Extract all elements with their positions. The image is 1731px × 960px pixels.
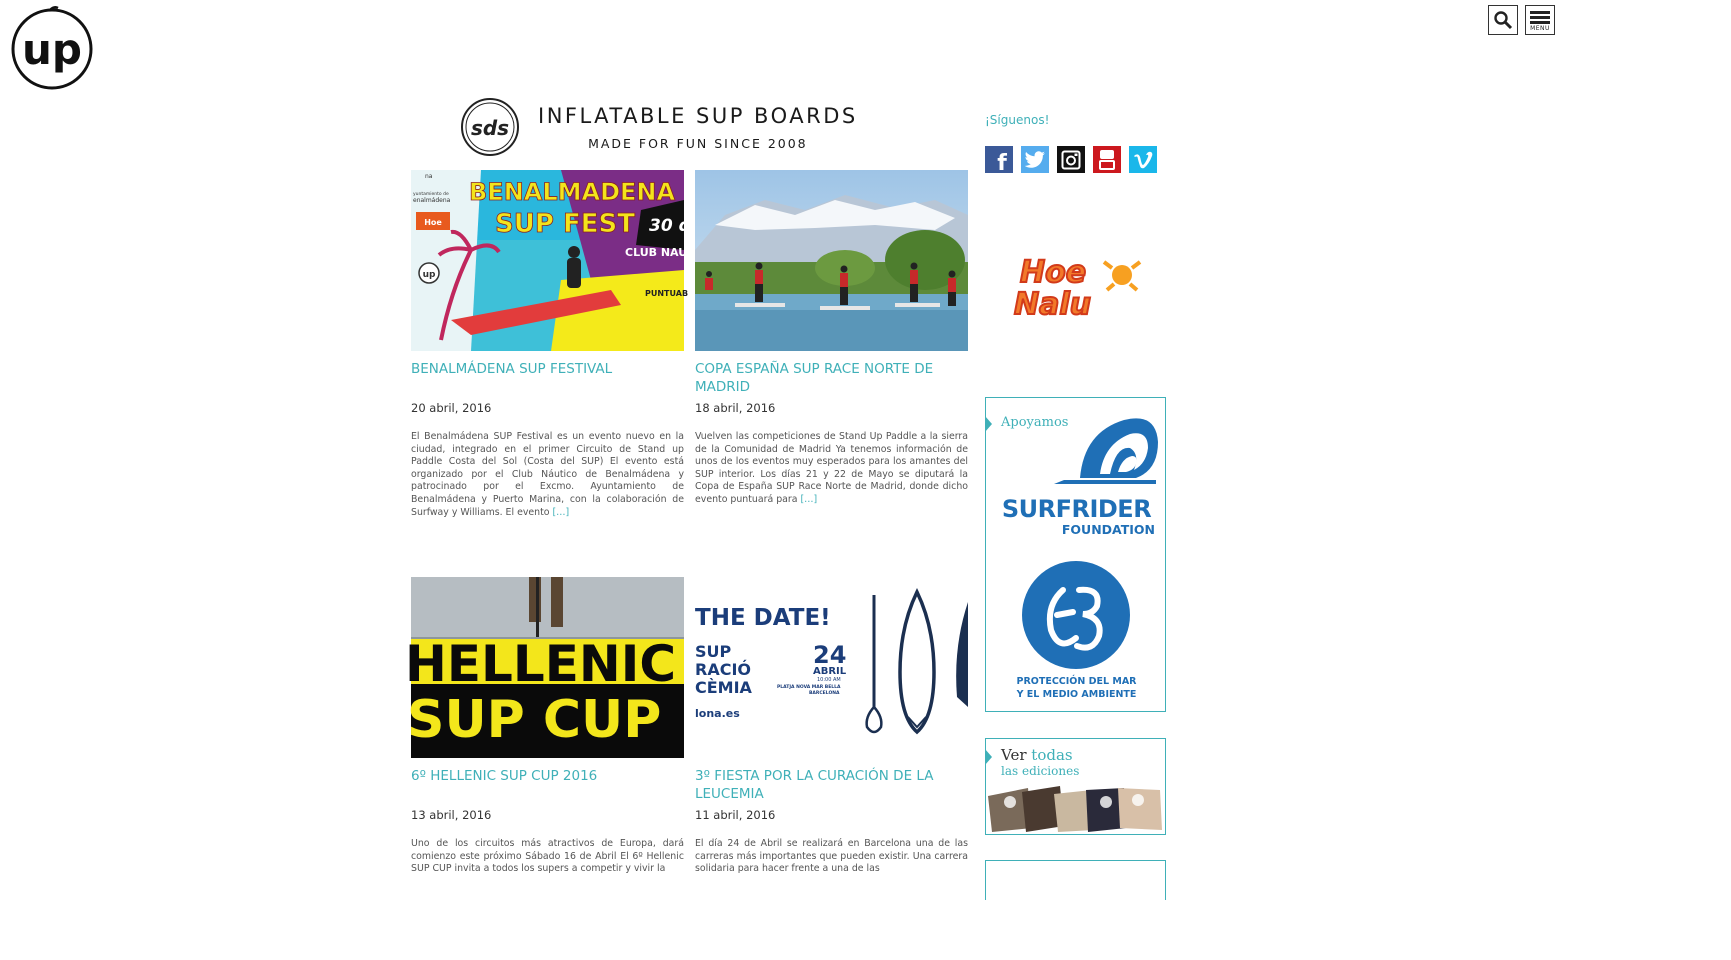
post-date: 11 abril, 2016: [695, 808, 776, 822]
svg-text:SUP CUP: SUP CUP: [407, 690, 662, 750]
surfrider-foundation: FOUNDATION: [1061, 522, 1155, 537]
facebook-icon[interactable]: [985, 146, 1013, 176]
svg-text:THE DATE!: THE DATE!: [695, 605, 831, 631]
hoe-nalu-logo[interactable]: [1012, 250, 1142, 322]
editions-subtitle: las ediciones: [1001, 764, 1080, 778]
hamburger-icon: [1530, 11, 1550, 24]
svg-text:HELLENIC: HELLENIC: [405, 635, 677, 693]
post-excerpt: El día 24 de Abril se realizará en Barcelona una de las carreras más importantes que pueden existir. Una carrera solidaria para hacer frente a una de las: [695, 838, 968, 875]
post-card: [411, 170, 691, 518]
search-button[interactable]: [1488, 5, 1518, 35]
youtube-icon[interactable]: [1093, 146, 1121, 173]
svg-text:up: up: [422, 270, 436, 280]
svg-text:BENALMADENA: BENALMADENA: [469, 178, 676, 206]
post-date: 18 abril, 2016: [695, 401, 776, 415]
svg-text:up: up: [22, 25, 82, 74]
svg-text:yuntamiento de: yuntamiento de: [413, 192, 449, 197]
post-date: 13 abril, 2016: [411, 808, 492, 822]
svg-text:lona.es: lona.es: [695, 707, 740, 720]
support-banner[interactable]: [985, 397, 1166, 712]
site-logo[interactable]: [10, 4, 94, 90]
e3-caption: PROTECCIÓN DEL MAR Y EL MEDIO AMBIENTE: [1016, 676, 1137, 700]
surfrider-wave-logo: [1044, 412, 1160, 492]
svg-text:Nalu: Nalu: [1014, 287, 1091, 322]
menu-button[interactable]: [1525, 5, 1555, 35]
svg-text:SUP: SUP: [695, 642, 732, 661]
svg-text:sds: sds: [470, 116, 510, 140]
banner-title: INFLATABLE SUP BOARDS: [538, 103, 858, 128]
social-links: [985, 146, 1157, 176]
svg-text:CLUB NAU: CLUB NAU: [625, 246, 688, 259]
menu-label: MENU: [1530, 25, 1550, 32]
post-card: [405, 577, 684, 875]
sds-banner[interactable]: [460, 96, 920, 158]
sidebar-banner[interactable]: [985, 860, 1166, 900]
surfrider-name: SURFRIDER: [1001, 495, 1152, 523]
svg-text:BARCELONA: BARCELONA: [809, 691, 840, 696]
read-more-link[interactable]: […]: [800, 493, 818, 505]
read-more-link[interactable]: […]: [552, 506, 570, 518]
post-title-link[interactable]: COPA ESPAÑA SUP RACE NORTE DE MADRID: [695, 361, 934, 395]
svg-text:f: f: [997, 151, 1007, 176]
svg-text:10:00 AM: 10:00 AM: [817, 677, 841, 683]
post-card: [695, 170, 968, 505]
svg-text:PUNTUAB: PUNTUAB: [645, 289, 689, 298]
post-thumbnail[interactable]: [411, 170, 691, 351]
post-excerpt: El Benalmádena SUP Festival es un evento nuevo en la ciudad, integrado en el primer Circuito de Stand up Paddle Costa del Sol (Costa del SUP) El evento está organizado por el Club Náutico de Benalmádena y patrocinado por el Excmo. Ayuntamiento de Benalmádena y Puerto Marina, con la colaboración de Surfway y Williams. El evento […]: [411, 431, 684, 518]
post-title-link[interactable]: 6º HELLENIC SUP CUP 2016: [411, 768, 598, 784]
post-title-link[interactable]: 3º FIESTA POR LA CURACIÓN DE LA LEUCEMIA: [695, 768, 934, 802]
svg-text:SUP FEST: SUP FEST: [495, 209, 635, 239]
magazine-covers: [988, 784, 1164, 834]
post-card: [695, 577, 968, 875]
e3-logo: [1021, 560, 1131, 670]
svg-text:Hoe: Hoe: [424, 218, 442, 227]
post-thumbnail[interactable]: [695, 170, 968, 351]
sds-logo: [460, 97, 520, 157]
top-controls: [1488, 5, 1555, 35]
banner-subtitle: MADE FOR FUN SINCE 2008: [588, 135, 808, 151]
svg-text:ABRIL: ABRIL: [813, 666, 847, 677]
svg-text:CÈMIA: CÈMIA: [695, 678, 752, 697]
vimeo-icon[interactable]: [1129, 146, 1157, 173]
box-tab-marker: [985, 416, 992, 432]
post-thumbnail[interactable]: [695, 577, 968, 758]
all-editions-banner[interactable]: [985, 738, 1166, 835]
twitter-icon[interactable]: [1021, 146, 1049, 173]
svg-text:na: na: [425, 173, 433, 180]
svg-text:24: 24: [813, 641, 847, 669]
post-title-link[interactable]: BENALMÁDENA SUP FESTIVAL: [411, 361, 613, 377]
box-tab-marker: [985, 749, 992, 765]
support-label: Apoyamos: [1001, 415, 1069, 430]
svg-text:30 d: 30 d: [649, 216, 691, 236]
svg-text:RACIÓ: RACIÓ: [695, 660, 751, 679]
post-thumbnail[interactable]: [405, 577, 684, 758]
follow-us-label: ¡Síguenos!: [985, 113, 1050, 127]
instagram-icon[interactable]: [1057, 146, 1085, 173]
post-excerpt: Uno de los circuitos más atractivos de Europa, dará comienzo este próximo Sábado 16 de Abril El 6º Hellenic SUP CUP invita a todos los supers a competir y vivir la: [411, 838, 684, 875]
post-date: 20 abril, 2016: [411, 401, 492, 415]
post-excerpt: Vuelven las competiciones de Stand Up Paddle a la sierra de la Comunidad de Madrid Ya tenemos información de unos de los eventos muy esperados para los amantes del SUP interior. Los días 21 y 22 de Mayo se diputará la Copa de España SUP Race Norte de Madrid, donde dicho evento puntuará para […]: [695, 431, 968, 505]
svg-text:PLATJA NOVA MAR BELLA: PLATJA NOVA MAR BELLA: [777, 685, 841, 690]
search-icon: [1493, 10, 1513, 30]
svg-text:Hoe: Hoe: [1020, 255, 1087, 290]
editions-title: Ver todas: [1001, 746, 1073, 764]
svg-text:enalmádena: enalmádena: [413, 197, 451, 204]
